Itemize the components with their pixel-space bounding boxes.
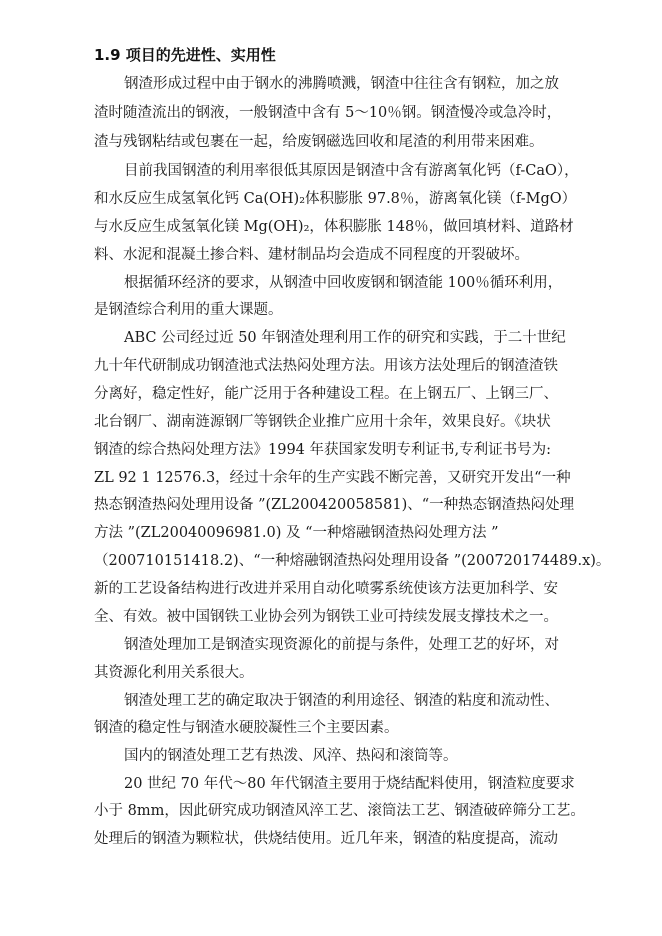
- section-heading: 1.9 项目的先进性、实用性: [94, 46, 276, 64]
- paragraph-line: 和水反应生成氢氧化钙 Ca(OH)₂体积膨胀 97.8％，游离氧化镁（f-MgO）: [94, 191, 577, 207]
- paragraph-line: 九十年代研制成功钢渣池式法热闷处理方法。用该方法处理后的钢渣渣铁: [94, 358, 558, 374]
- paragraph-line: 全、有效。被中国钢铁工业协会列为钢铁工业可持续发展支撑技术之一。: [94, 609, 558, 625]
- paragraph-line: 是钢渣综合利用的重大课题。: [94, 302, 283, 318]
- paragraph-line: 目前我国钢渣的利用率很低其原因是钢渣中含有游离氧化钙（f-CaO），: [124, 163, 579, 179]
- paragraph-line: 国内的钢渣处理工艺有热泼、风淬、热闷和滚筒等。: [124, 748, 458, 764]
- paragraph-line: 热态钢渣热闷处理用设备 ”(ZL200420058581)、“一种热态钢渣热闷处理: [94, 497, 575, 513]
- paragraph-line: 根据循环经济的要求，从钢渣中回收废钢和钢渣能 100％循环利用，: [124, 275, 563, 291]
- paragraph-line: 渣时随渣流出的钢液，一般钢渣中含有 5～10％钢。钢渣慢冷或急冷时，: [94, 105, 562, 121]
- paragraph-line: （200710151418.2)、“一种熔融钢渣热闷处理用设备 ”(200720174489.x)。: [94, 553, 611, 569]
- paragraph-line: 钢渣的稳定性与钢渣水硬胶凝性三个主要因素。: [94, 720, 399, 736]
- paragraph-line: 渣与残钢粘结或包裹在一起，给废钢磁选回收和尾渣的利用带来困难。: [94, 134, 544, 150]
- paragraph-line: 钢渣形成过程中由于钢水的沸腾喷溅，钢渣中往往含有钢粒，加之放: [124, 76, 559, 92]
- paragraph-line: 方法 ”(ZL20040096981.0) 及 “一种熔融钢渣热闷处理方法 ”: [94, 525, 499, 541]
- paragraph-line: 20 世纪 70 年代～80 年代钢渣主要用于烧结配料使用，钢渣粒度要求: [124, 776, 575, 792]
- paragraph-line: 其资源化利用关系很大。: [94, 665, 254, 681]
- paragraph-line: 料、水泥和混凝土掺合料、建材制品均会造成不同程度的开裂破坏。: [94, 247, 529, 263]
- paragraph-line: ABC 公司经过近 50 年钢渣处理利用工作的研究和实践，于二十世纪: [124, 330, 566, 346]
- paragraph-line: 处理后的钢渣为颗粒状，供烧结使用。近几年来，钢渣的粘度提高，流动: [94, 831, 558, 847]
- paragraph-line: 分离好，稳定性好，能广泛用于各种建设工程。在上钢五厂、上钢三厂、: [94, 386, 558, 402]
- paragraph-line: 新的工艺设备结构进行改进并采用自动化喷雾系统使该方法更加科学、安: [94, 581, 558, 597]
- paragraph-line: 钢渣处理加工是钢渣实现资源化的前提与条件，处理工艺的好坏，对: [124, 637, 559, 653]
- paragraph-line: 北台钢厂、湖南涟源钢厂等钢铁企业推广应用十余年，效果良好。《块状: [94, 414, 551, 430]
- paragraph-line: 与水反应生成氢氧化镁 Mg(OH)₂，体积膨胀 148％，做回填材料、道路材: [94, 219, 574, 235]
- paragraph-line: ZL 92 1 12576.3，经过十余年的生产实践不断完善，又研究开发出“一种: [94, 470, 571, 486]
- paragraph-line: 小于 8mm，因此研究成功钢渣风淬工艺、滚筒法工艺、钢渣破碎筛分工艺。: [94, 803, 585, 819]
- paragraph-line: 钢渣处理工艺的确定取决于钢渣的利用途径、钢渣的粘度和流动性、: [124, 693, 559, 709]
- paragraph-line: 钢渣的综合热闷处理方法》1994 年获国家发明专利证书,专利证书号为:: [94, 442, 552, 458]
